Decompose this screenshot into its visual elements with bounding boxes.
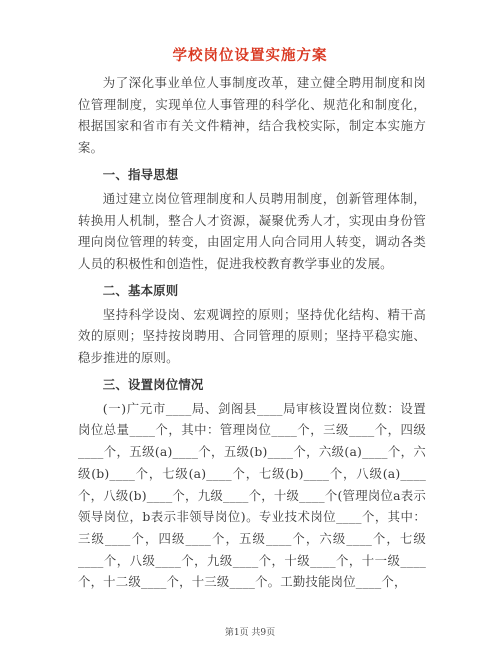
intro-paragraph: 为了深化事业单位人事制度改革，建立健全聘用制度和岗位管理制度，实现单位人事管理的科学化、规范化和制度化，根据国家和省市有关文件精神，结合我校实际，制定本实施方案。 — [78, 75, 426, 156]
section-heading-guiding-ideology: 一、指导思想 — [102, 166, 179, 182]
section-heading-position-setup: 三、设置岗位情况 — [102, 376, 204, 392]
document-body — [78, 72, 426, 593]
section-paragraph-position-setup: (一)广元市____局、剑阁县____局审核设置岗位数：设置岗位总量____个，其中：管理岗位____个，三级____个，四级____个，五级(a)____个，五级(b)____个，六级(a)____个，六级(b)____个，七级(a)____个，七级(b)____个，八级(a)____个，八级(b)____个，九级____个，十级____个(管理岗位a表示领导岗位，b表示非领导岗位)。专业技术岗位____个，其中：三级____个，四级____个，五级____个，六级____个，七级____个，八级____个，九级____个，十级____个，十一级____个，十二级____个，十三级____个。工勤技能岗位____个， — [78, 400, 426, 590]
section-paragraph-guiding-ideology: 通过建立岗位管理制度和人员聘用制度，创新管理体制，转换用人机制，整合人才资源，凝聚优秀人才，实现由身份管理向岗位管理的转变，由固定用人向合同用人转变，调动各类人员的积极性和创造性，促进我校教育教学事业的发展。 — [78, 190, 426, 271]
page-number: 第1页 共9页 — [224, 628, 276, 638]
section-paragraph-basic-principles: 坚持科学设岗、宏观调控的原则；坚持优化结构、精干高效的原则；坚持按岗聘用、合同管理的原则；坚持平稳实施、稳步推进的原则。 — [78, 306, 426, 366]
document-title: 学校岗位设置实施方案 — [172, 47, 328, 64]
section-heading-basic-principles: 二、基本原则 — [102, 282, 179, 298]
